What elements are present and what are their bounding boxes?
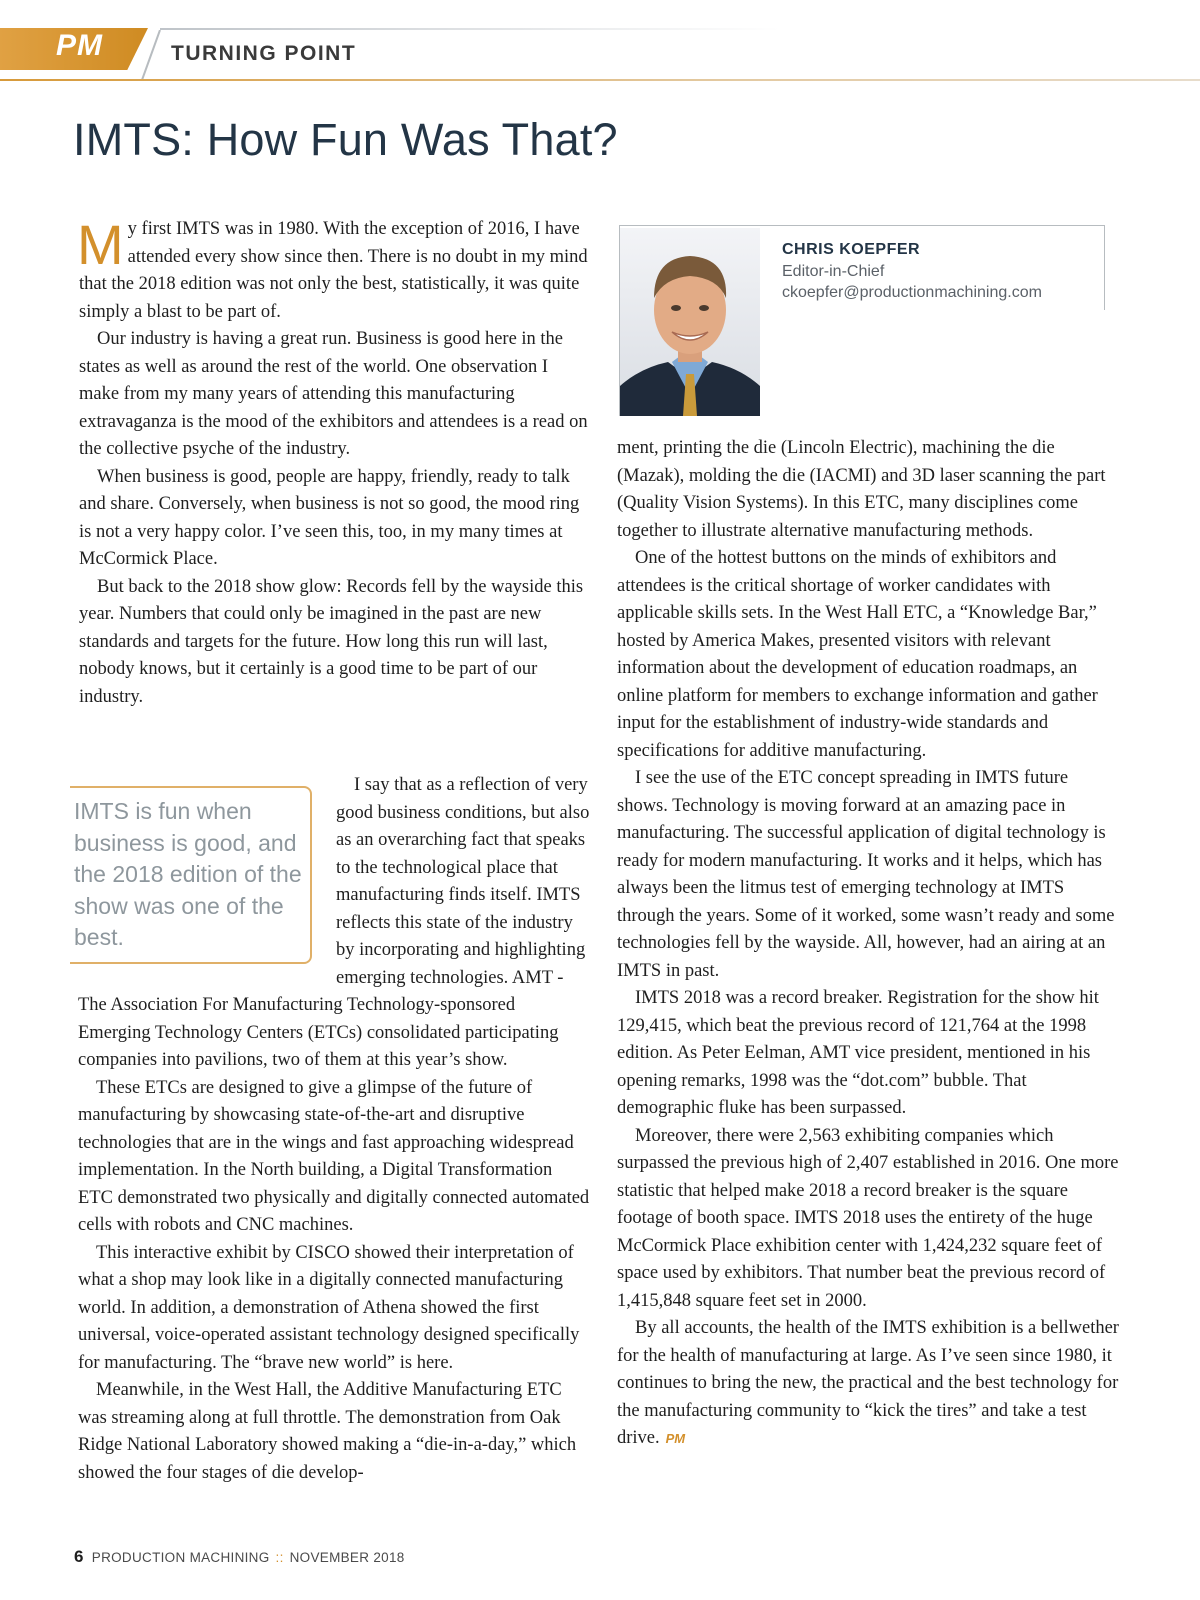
paragraph-14-text: By all accounts, the health of the IMTS exhibition is a bellwether for the health of manufacturing at large. As I’ve seen since 1980, it continues to bring the new, the practical and the best technology for the manufacturing community to “kick the tires” and take a test drive. (617, 1318, 1119, 1448)
dropcap: M (77, 213, 124, 276)
paragraph-3: When business is good, people are happy, friendly, ready to talk and share. Conversely, when business is not so good, the mood ring is not a very happy color. I’ve seen this, too, in my many times at McCormick Place. (79, 466, 580, 569)
paragraph-8: Meanwhile, in the West Hall, the Additive Manufacturing ETC was streaming along at full throttle. The demonstration from Oak Ridge National Laboratory showed making a “die-in-a-day,” which showed the four stages of die develop- (78, 1380, 577, 1483)
section-label: TURNING POINT (171, 42, 357, 65)
publication-name: PRODUCTION MACHINING (91, 1550, 270, 1565)
pull-quote: IMTS is fun when business is good, and the 2018 edition of the show was one of the best. (70, 786, 312, 964)
author-photo (620, 228, 760, 416)
article-title: IMTS: How Fun Was That? (73, 114, 618, 165)
paragraph-14 (617, 1315, 1122, 1453)
paragraph-12: IMTS 2018 was a record breaker. Registration for the show hit 129,415, which beat the previous record of 121,764 at the 1998 edition. As Peter Eelman, AMT vice president, mentioned in his opening remarks, 1998 was the “dot.com” bubble. That demographic fluke has been surpassed. (617, 988, 1099, 1118)
paragraph-1-text: y first IMTS was in 1980. With the exception of 2016, I have attended every show since then. There is no doubt in my mind that the 2018 edition was not only the best, statistically, it was quite simply a blast to be part of. (79, 219, 588, 322)
page-header (0, 0, 1200, 82)
paragraph-2: Our industry is having a great run. Business is good here in the states as well as around the rest of the world. One observation I make from my many years of attending this manufacturing extravaganza is the mood of the exhibitors and attendees is a read on the collective psyche of the industry. (79, 329, 588, 459)
author-name: CHRIS KOEPFER (782, 241, 921, 258)
article-column-right (617, 435, 1122, 1453)
paragraph-4: But back to the 2018 show glow: Records fell by the wayside this year. Numbers that could only be imagined in the past are new standards and targets for the future. How long this run will last, nobody knows, but it certainly is a good time to be part of our industry. (79, 576, 584, 707)
portrait-photo-icon (620, 228, 760, 416)
paragraph-13: Moreover, there were 2,563 exhibiting companies which surpassed the previous high of 2,407 established in 2016. One more statistic that helped make 2018 a record breaker is the square footage of booth space. IMTS 2018 uses the entirety of the huge McCormick Place exhibition center with 1,424,232 square feet of space used by exhibitors. That number beat the previous record of 1,415,848 square feet set in 2000. (617, 1125, 1119, 1311)
header-rule (0, 79, 1200, 81)
paragraph-1 (77, 213, 590, 326)
paragraph-10: One of the hottest buttons on the minds of exhibitors and attendees is the critical shortage of worker candidates with applicable skills sets. In the West Hall ETC, a “Knowledge Bar,” hosted by America Makes, presented visitors with relevant information about the development of education roadmaps, an online platform for members to exchange information and gather input for the establishment of industry-wide standards and specifications for additive manufacturing. (617, 548, 1098, 761)
issue-date: NOVEMBER 2018 (289, 1550, 405, 1565)
paragraph-11: I see the use of the ETC concept spreading in IMTS future shows. Technology is moving forward at an amazing pace in manufacturing. The successful application of digital technology is ready for modern manufacturing. It works and it helps, which has always been the litmus test of emerging technology at IMTS through the years. Some of it worked, some wasn’t ready and some technologies fell by the wayside. All, however, had an airing at an IMTS in past. (617, 768, 1115, 981)
author-card (619, 225, 1105, 416)
header-top-line (160, 28, 780, 30)
pm-logo: PM (56, 29, 103, 62)
end-mark: PM (665, 1431, 686, 1446)
paragraph-6: These ETCs are designed to give a glimpse of the future of manufacturing by showcasing state-of-the-art and disruptive technologies that are in the wings and fast approaching widespread implementation. In the North building, a Digital Transformation ETC demonstrated two physically and digitally connected automated cells with robots and CNC machines. (78, 1077, 590, 1235)
page-footer (74, 1547, 405, 1567)
paragraph-9: ment, printing the die (Lincoln Electric), machining the die (Mazak), molding the die (IACMI) and 3D laser scanning the part (Quality Vision Systems). In this ETC, many disciplines come together to illustrate alternative manufacturing methods. (617, 438, 1106, 541)
card-border-gap (1102, 310, 1106, 420)
page-number: 6 (74, 1547, 84, 1566)
paragraph-5: I say that as a reflection of very good business conditions, but also as an overarching fact that speaks to the technological place that manufacturing finds itself. IMTS reflects this state of the industry by incorporating and highlighting emerging technologies. AMT - The Association For Manufacturing Technology-sponsored Emerging Technology Centers (ETCs) consolidated participating companies into pavilions, two of them at this year’s show. (78, 775, 590, 1070)
footer-separator: :: (275, 1550, 284, 1565)
author-email[interactable]: ckoepfer@productionmachining.com (782, 284, 1042, 301)
author-role: Editor-in-Chief (782, 263, 885, 280)
paragraph-7: This interactive exhibit by CISCO showed their interpretation of what a shop may look like in a digitally connected manufacturing world. In addition, a demonstration of Athena showed the first universal, voice-operated assistant technology designed specifically for manufacturing. The “brave new world” is here. (78, 1242, 580, 1373)
header-slash-divider (138, 30, 168, 82)
article-column-left (74, 213, 590, 1487)
